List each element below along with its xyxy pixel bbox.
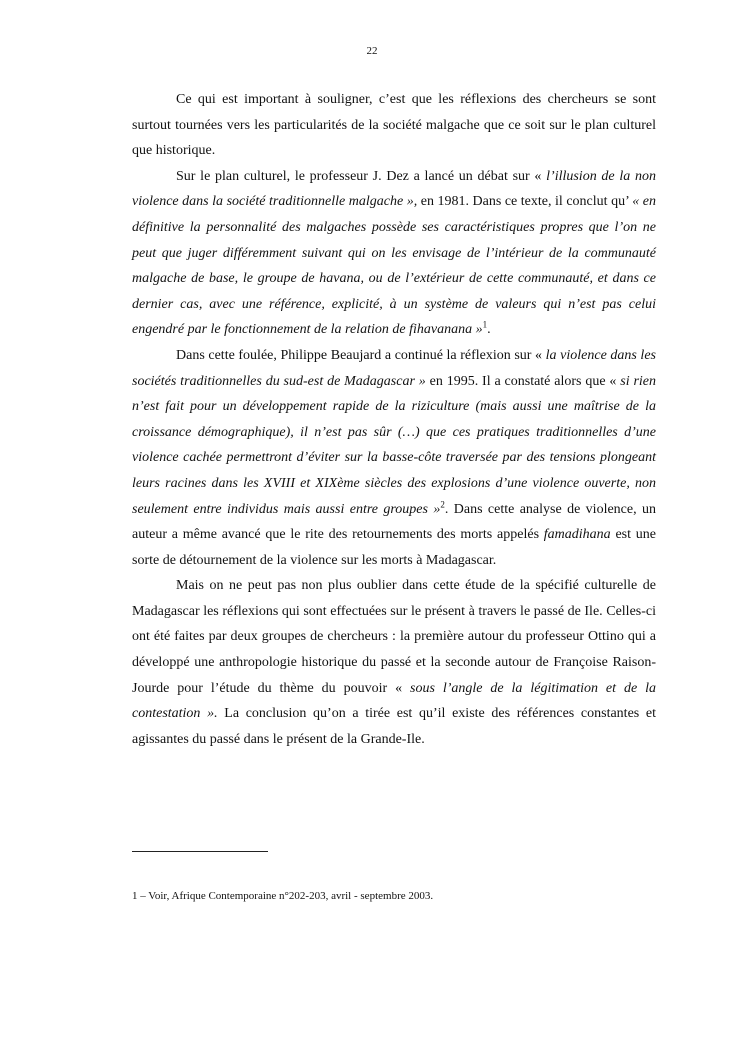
text-run: Sur le plan culturel, le professeur J. Dez a lancé un débat sur « — [176, 168, 547, 184]
text-run: Ce qui est important à souligner, c’est que les réflexions des chercheurs se sont surtout tournées vers les particularités de la société malgache que ce soit sur le plan culturel que historique. — [132, 92, 656, 159]
footnote-marker: 2 — [440, 498, 445, 509]
paragraph — [132, 573, 656, 752]
italic-text: l’illusion de la non violence dans la société traditionnelle malgache », — [132, 168, 656, 210]
paragraph — [132, 87, 656, 164]
body-text — [132, 87, 656, 752]
italic-text: sous l’angle de la légitimation et de la contestation ». — [132, 680, 656, 722]
text-run: Mais on ne peut pas non plus oublier dans cette étude de la spécifié culturelle de Madagascar les réflexions qui sont effectuées sur le présent à travers le passé de Ile. Celles-ci ont été faites par deux groupes de chercheurs : la première autour du professeur Ottino qui a développé une anthropologie historique du passé et la seconde autour de Françoise Raison-Jourde pour l’étude du thème du pouvoir « — [132, 578, 656, 696]
text-run: est une sorte de détournement de la violence sur les morts à Madagascar. — [132, 527, 656, 568]
page-number: 22 — [366, 45, 378, 57]
paragraph — [132, 164, 656, 343]
italic-text: famadihana — [543, 527, 611, 543]
italic-text: la violence dans les sociétés traditionnelles du sud-est de Madagascar » — [132, 347, 656, 389]
footnote-separator — [132, 851, 268, 852]
footnote-marker: 1 — [482, 319, 488, 330]
text-run: . — [487, 322, 491, 338]
text-run: en 1981. Dans ce texte, il conclut qu’ — [420, 194, 633, 210]
text-run: Dans cette foulée, Philippe Beaujard a continué la réflexion sur « — [176, 347, 546, 363]
text-run: . Dans cette analyse de violence, un auteur a même avancé que le rite des retournements des morts appelés — [132, 501, 656, 543]
paragraph — [132, 343, 656, 573]
italic-text: si rien n’est fait pour un développement rapide de la riziculture (mais aussi une maîtrise de la croissance démographique), il n’est pas sûr (…) que ces pratiques traditionnelles d’une violence cachée permettront d’éviter sur la basse-côte traversée par des tensions plongeant leurs racines dans les XVIII et XIXème siècles des explosions d’une violence ouverte, non seulement entre individus mais aussi entre groupes » — [132, 373, 656, 517]
text-run: La conclusion qu’on a tirée est qu’il existe des références constantes et agissantes du passé dans le présent de la Grande-Ile. — [132, 706, 657, 747]
footnote: 1 – Voir, Afrique Contemporaine n°202-203, avril - septembre 2003. — [132, 890, 434, 902]
text-run: en 1995. Il a constaté alors que « — [429, 373, 621, 389]
italic-text: « en définitive la personnalité des malgaches possède ses caractéristiques propres que l’on ne peut que juger différemment suivant qui on les envisage de l’intérieur de la communauté malgache de base, le groupe de havana, ou de l’extérieur de cette communauté, et dans ce dernier cas, avec une référence, explicité, à un système de valeurs qui n’est pas celui engendré par le fonctionnement de la relation de fihavanana » — [132, 194, 656, 338]
